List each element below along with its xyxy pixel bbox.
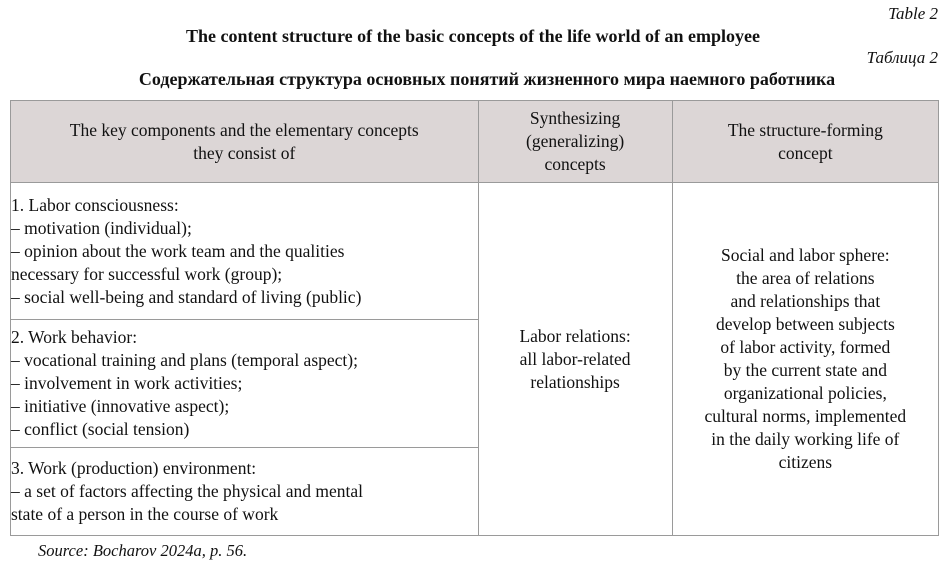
table-row bbox=[11, 183, 939, 320]
synthesizing-concept-cell bbox=[478, 183, 672, 536]
cell-line: in the daily working life of bbox=[711, 429, 900, 449]
cell-line: 1. Labor consciousness: bbox=[11, 194, 179, 215]
cell-line: the area of relations bbox=[736, 268, 875, 288]
component-labor-consciousness bbox=[11, 183, 479, 320]
table-title-russian: Содержательная структура основных понятий жизненного мира наемного работника bbox=[138, 69, 836, 89]
cell-line: by the current state and bbox=[723, 360, 887, 380]
cell-line: – a set of factors affecting the physical and mental bbox=[11, 481, 363, 501]
header-line: The key components and the elementary concepts bbox=[69, 119, 419, 140]
cell-line: develop between subjects bbox=[715, 314, 895, 334]
source-citation: Source: Bocharov 2024a, p. 56. bbox=[38, 541, 248, 560]
header-line: Synthesizing bbox=[529, 108, 621, 128]
table-number-label: Table 2 bbox=[888, 4, 938, 23]
header-key-components bbox=[11, 101, 479, 183]
cell-line: – initiative (innovative aspect); bbox=[11, 396, 230, 416]
cell-line: – conflict (social tension) bbox=[11, 419, 190, 439]
cell-line: all labor-related bbox=[519, 348, 631, 369]
cell-line: 2. Work behavior: bbox=[11, 327, 138, 347]
cell-line: necessary for successful work (group); bbox=[11, 263, 283, 284]
component-work-environment bbox=[11, 448, 479, 536]
cell-line: relationships bbox=[530, 371, 620, 392]
table-header-row bbox=[11, 101, 939, 183]
header-line: The structure-forming bbox=[727, 119, 883, 140]
header-line: (generalizing) bbox=[526, 131, 625, 151]
cell-line: state of a person in the course of work bbox=[11, 504, 279, 524]
cell-line: – vocational training and plans (temporal aspect); bbox=[11, 350, 358, 370]
cell-line: cultural norms, implemented bbox=[704, 406, 907, 426]
concepts-table bbox=[10, 100, 939, 536]
header-line: concepts bbox=[544, 154, 606, 174]
cell-line: – motivation (individual); bbox=[11, 217, 192, 238]
cell-line: – social well-being and standard of living (public) bbox=[11, 286, 362, 307]
cell-line: Labor relations: bbox=[519, 325, 631, 346]
cell-line: – opinion about the work team and the qualities bbox=[11, 240, 345, 261]
cell-line: 3. Work (production) environment: bbox=[11, 458, 257, 478]
table-number-label-russian: Таблица 2 bbox=[866, 48, 938, 67]
cell-line: and relationships that bbox=[730, 291, 881, 311]
cell-line: of labor activity, formed bbox=[720, 337, 891, 357]
structure-forming-concept-cell bbox=[672, 183, 938, 536]
header-line: concept bbox=[778, 142, 833, 163]
header-line: they consist of bbox=[193, 142, 296, 163]
cell-line: Social and labor sphere: bbox=[721, 245, 890, 265]
header-synthesizing-concepts bbox=[478, 101, 672, 183]
cell-line: – involvement in work activities; bbox=[11, 373, 243, 393]
cell-line: organizational policies, bbox=[723, 383, 887, 403]
table-title-english: The content structure of the basic concepts of the life world of an employee bbox=[185, 26, 761, 46]
header-structure-forming-concept bbox=[672, 101, 938, 183]
cell-line: citizens bbox=[778, 452, 833, 472]
component-work-behavior bbox=[11, 320, 479, 448]
